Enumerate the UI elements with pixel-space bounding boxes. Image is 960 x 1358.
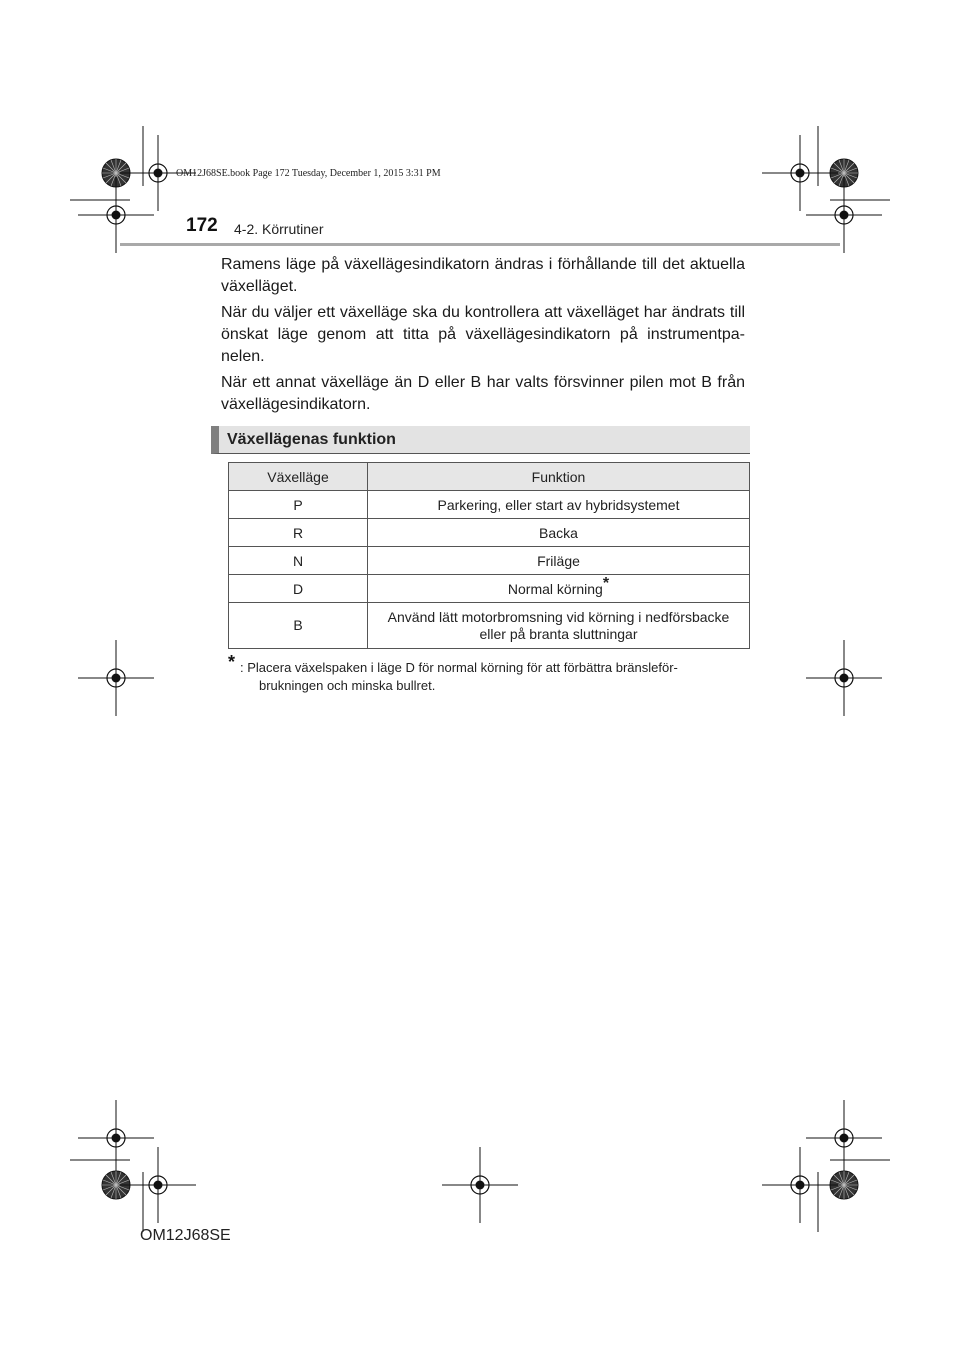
target-mark-bottom-left-b [120,1147,196,1223]
footnote-marker: * [228,652,236,672]
table-row [229,491,750,519]
table-cell-function: Friläge [368,547,750,575]
table-header-mode: Växelläge [229,463,368,491]
table-row [229,519,750,547]
table-cell-mode: B [229,603,368,649]
table-row [229,547,750,575]
target-mark-top-left-b [78,177,154,253]
table-cell-mode: R [229,519,368,547]
target-mark-top-right-b [806,177,882,253]
table-cell-mode: N [229,547,368,575]
table-cell-function: Parkering, eller start av hybridsystemet [368,491,750,519]
gear-function-table [228,462,750,649]
body-paragraph-1: Ramens läge på växellägesindikatorn ändras i förhållande till det aktuella växelläget. [221,256,745,295]
header-rule [120,243,840,246]
body-paragraph-2: När du väljer ett växelläge ska du kontrollera att växelläget har ändrats till önskat läge genom att titta på växellägesindikatorn på instrumentpa-nelen. [221,304,745,365]
page-number: 172 [186,215,218,236]
target-mark-top-right-a [762,135,838,211]
table-cell-function [368,575,750,603]
table-cell-mode: D [229,575,368,603]
subsection-heading: Växellägenas funktion [211,426,750,454]
target-mark-mid-left [78,640,154,716]
function-text: Normal körning [507,580,603,597]
table-cell-function: Backa [368,519,750,547]
table-cell-function [368,603,750,649]
target-mark-mid-right [806,640,882,716]
target-mark-bottom-right-a [806,1100,882,1176]
table-row [229,603,750,649]
body-paragraph-3: När ett annat växelläge än D eller B har valts försvinner pilen mot B från växellägesindikatorn. [221,374,745,413]
table-cell-mode: P [229,491,368,519]
target-mark-bottom-center [442,1147,518,1223]
footnote-text [240,659,745,695]
footnote-reference: * [602,574,610,592]
footnote-line-1: : Placera växelspaken i läge D för normal körning för att förbättra bränsleför- [240,660,678,675]
function-text-line2: eller på branta sluttningar [479,625,638,642]
table-row [229,575,750,603]
target-mark-bottom-left-a [78,1100,154,1176]
footnote-line-2: brukningen och minska bullret. [259,678,436,693]
footer-code: OM12J68SE [140,1227,231,1244]
table-header-row [229,463,750,491]
book-stamp: OM12J68SE.book Page 172 Tuesday, December 1, 2015 3:31 PM [176,168,441,179]
section-title: 4-2. Körrutiner [234,221,324,237]
table-header-function: Funktion [368,463,750,491]
function-text-line1: Använd lätt motorbromsning vid körning i nedförsbacke [387,608,730,625]
target-mark-bottom-right-b [762,1147,838,1223]
